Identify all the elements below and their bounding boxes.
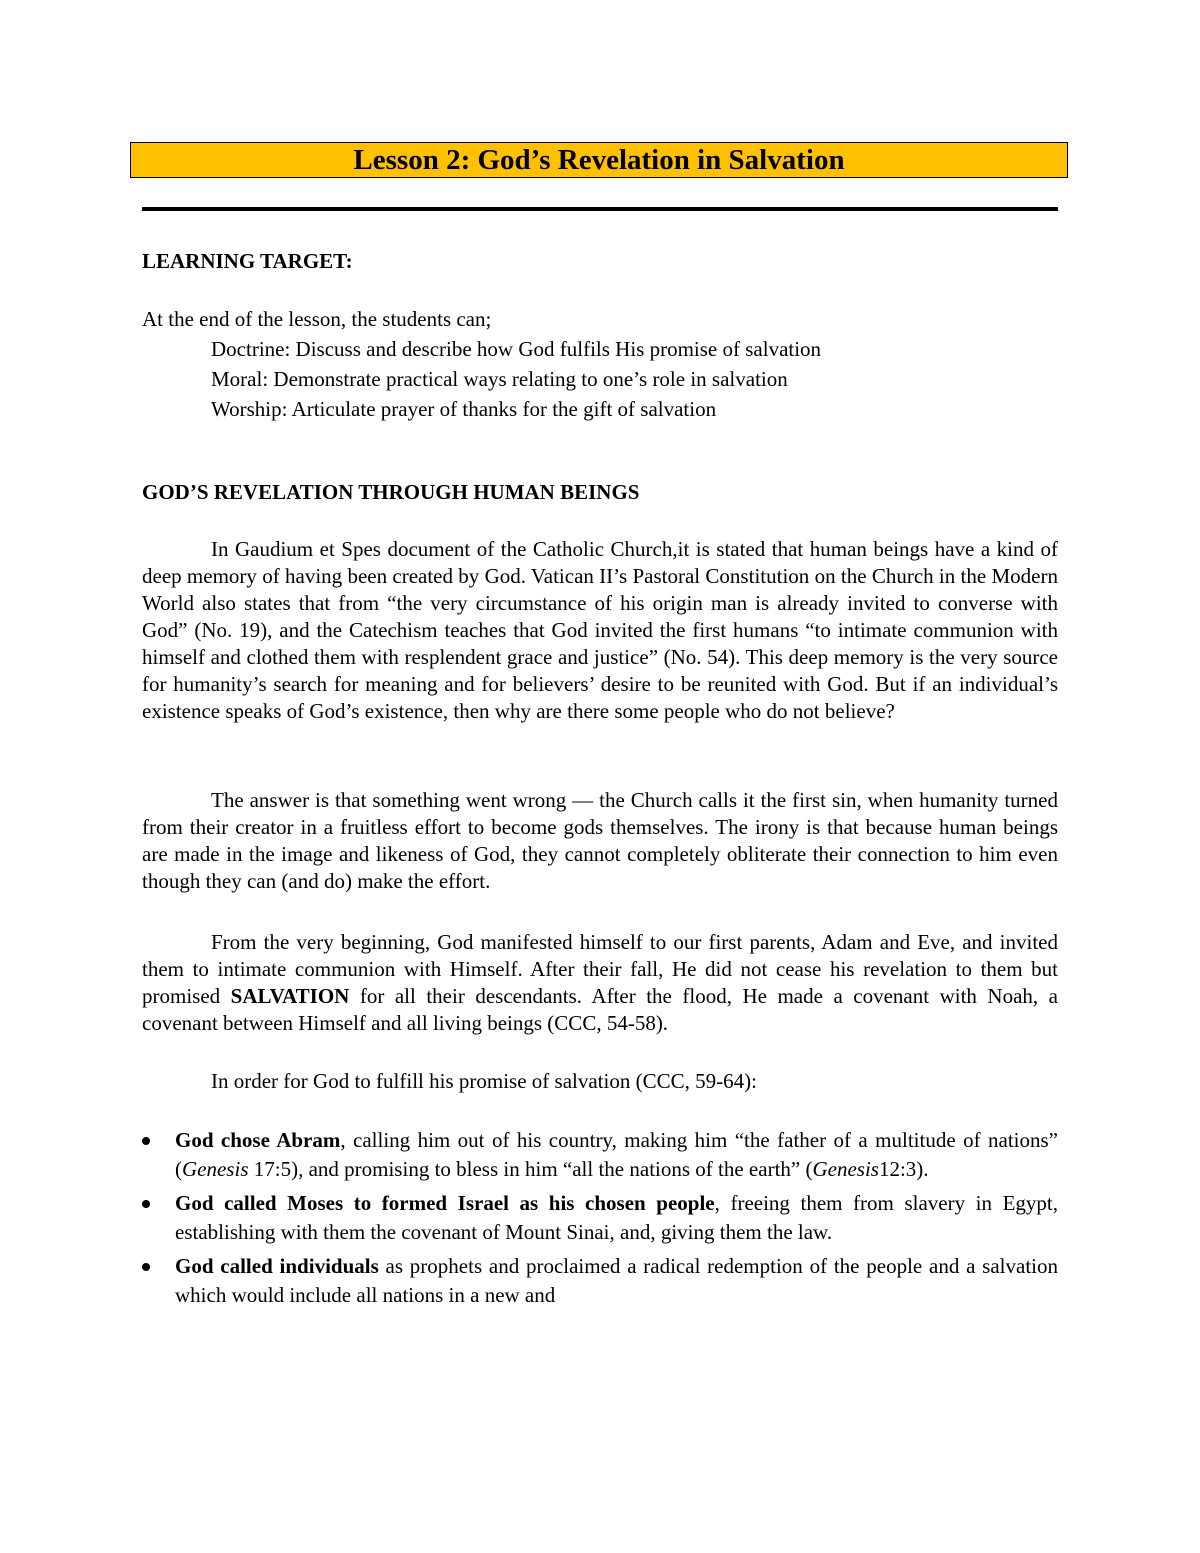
lesson-title: Lesson 2: God’s Revelation in Salvation xyxy=(353,143,845,176)
paragraph-gaudium xyxy=(142,536,1058,725)
bullet-1-text-b: 17:5), and promising to bless in him “all the nations of the earth” ( xyxy=(248,1157,813,1181)
paragraph-3-text-a: From the very beginning, God manifested himself to our first parents, Adam and Eve, and invited them to intimate communion with Himself. After their fall, He did not cease his revelation to them but promised xyxy=(142,930,1058,1008)
objective-doctrine: Doctrine: Discuss and describe how God fulfils His promise of salvation xyxy=(211,337,822,361)
title-divider xyxy=(142,207,1058,211)
paragraph-3 xyxy=(142,929,1058,1037)
bullet-1-italic-a: Genesis xyxy=(182,1157,249,1181)
learning-target-intro: At the end of the lesson, the students can; xyxy=(142,307,492,331)
bullet-3-bold: God called individuals xyxy=(175,1254,379,1278)
list-intro: In order for God to fulfill his promise of salvation (CCC, 59-64): xyxy=(211,1069,757,1093)
list-item xyxy=(0,1126,1058,1184)
learning-target-section xyxy=(142,248,1058,424)
bullet-1-italic-b: Genesis xyxy=(812,1157,879,1181)
paragraph-3-text-b: for all their descendants. After the flood, He made a covenant with Noah, a covenant between Himself and all living beings (CCC, 54-58). xyxy=(142,984,1058,1035)
paragraph-beginning xyxy=(142,929,1058,1037)
bullet-list xyxy=(0,1126,1058,1310)
bullet-1-text-a: , calling him out of his country, making him “the father of a multitude of nations” ( xyxy=(175,1128,1058,1181)
bullet-1-bold: God chose Abram xyxy=(175,1128,341,1152)
list-item xyxy=(0,1252,1058,1310)
bullet-1-text-c: 12:3). xyxy=(878,1157,929,1181)
bullet-2-bold: God called Moses to formed Israel as his chosen people xyxy=(175,1191,715,1215)
list-intro-block xyxy=(142,1068,1058,1095)
bullet-icon xyxy=(142,1137,150,1145)
revelation-section-heading-block xyxy=(142,479,1058,506)
objective-moral: Moral: Demonstrate practical ways relating to one’s role in salvation xyxy=(211,367,788,391)
salvation-emphasis: SALVATION xyxy=(230,984,350,1008)
objective-worship: Worship: Articulate prayer of thanks for the gift of salvation xyxy=(211,397,717,421)
salvation-list xyxy=(0,1126,1058,1315)
paragraph-2: The answer is that something went wrong — the Church calls it the first sin, when humanity turned from their creator in a fruitless effort to become gods themselves. The irony is that because human beings are made in the image and likeness of God, they cannot completely obliterate their connection to him even though they can (and do) make the effort. xyxy=(142,788,1058,893)
lesson-title-banner xyxy=(130,142,1068,178)
bullet-3-text: as prophets and proclaimed a radical redemption of the people and a salvation which would include all nations in a new and xyxy=(175,1254,1058,1307)
bullet-icon xyxy=(142,1263,150,1271)
bullet-icon xyxy=(142,1200,150,1208)
paragraph-1: In Gaudium et Spes document of the Catholic Church,it is stated that human beings have a kind of deep memory of having been created by God. Vatican II’s Pastoral Constitution on the Church in the Modern World also states that from “the very circumstance of his origin man is already invited to converse with God” (No. 19), and the Catechism teaches that God invited the first humans “to intimate communion with himself and clothed them with resplendent grace and justice” (No. 54). This deep memory is the very source for humanity’s search for meaning and for believers’ desire to be reunited with God. But if an individual’s existence speaks of God’s existence, then why are there some people who do not believe? xyxy=(142,537,1058,723)
list-item xyxy=(0,1189,1058,1247)
section-heading: GOD’S REVELATION THROUGH HUMAN BEINGS xyxy=(142,480,640,504)
bullet-2-text: , freeing them from slavery in Egypt, establishing with them the covenant of Mount Sinai, and, giving them the law. xyxy=(175,1191,1058,1244)
learning-target-heading: LEARNING TARGET: xyxy=(142,249,353,273)
paragraph-answer xyxy=(142,787,1058,895)
